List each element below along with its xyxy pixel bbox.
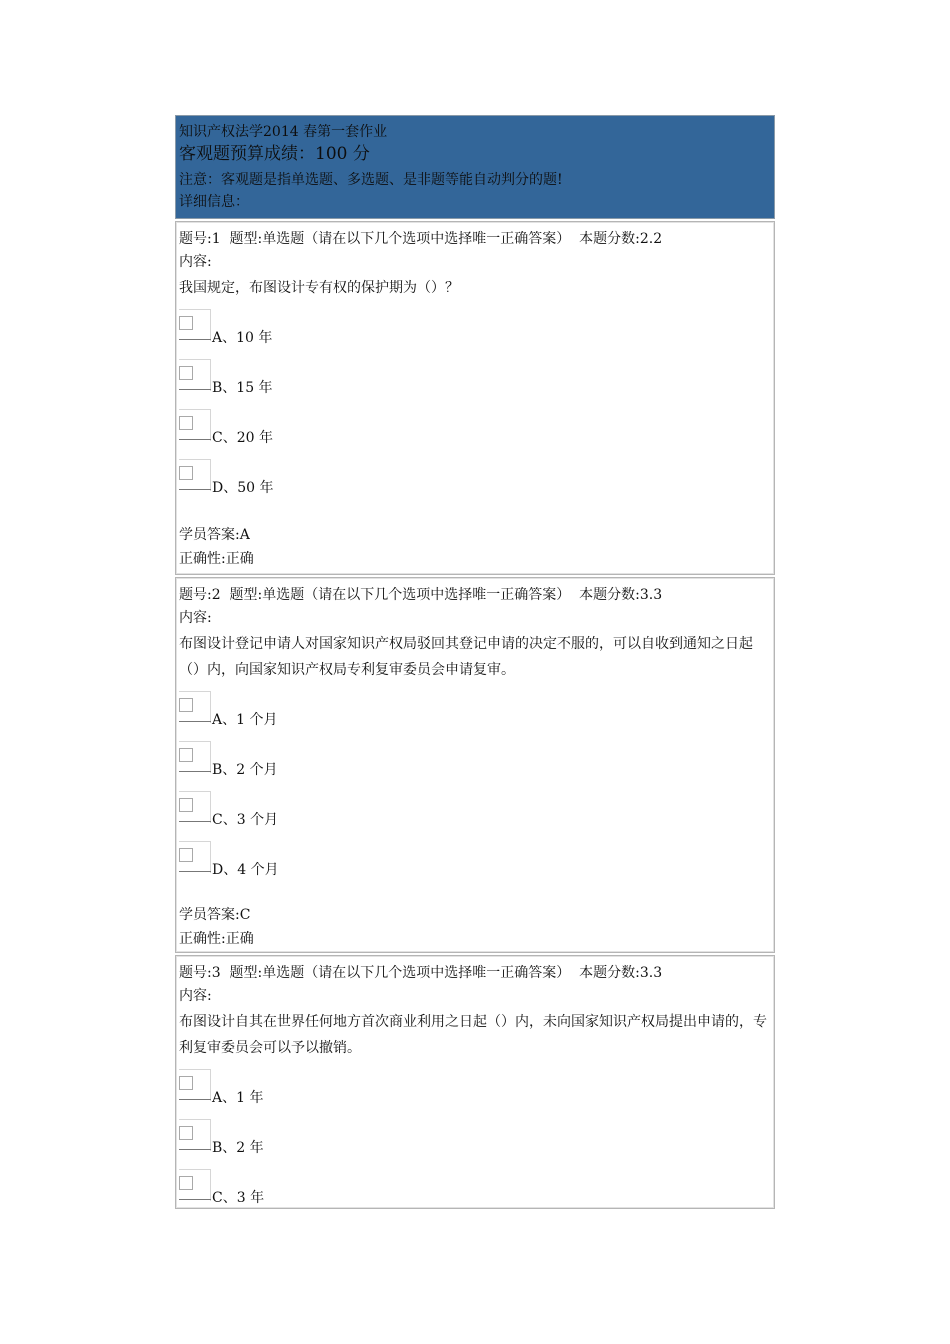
student-answer: 学员答案:A — [179, 527, 250, 543]
option-label: C、3 个月 — [212, 812, 279, 828]
option-d — [179, 459, 771, 509]
option-a — [179, 691, 771, 741]
option-checkbox[interactable] — [179, 1119, 211, 1151]
question-meta: 题号:1 题型:单选题（请在以下几个选项中选择唯一正确答案） 本题分数:2.2 — [179, 231, 663, 247]
question-text: 布图设计登记申请人对国家知识产权局驳回其登记申请的决定不服的，可以自收到通知之日起（）内，向国家知识产权局专利复审委员会申请复审。 — [179, 636, 753, 678]
option-d — [179, 841, 771, 891]
option-checkbox[interactable] — [179, 359, 211, 391]
option-label: C、3 年 — [212, 1190, 265, 1206]
question-meta: 题号:3 题型:单选题（请在以下几个选项中选择唯一正确答案） 本题分数:3.3 — [179, 965, 663, 981]
question-text: 我国规定，布图设计专有权的保护期为（）？ — [179, 280, 459, 296]
result-header — [175, 115, 775, 219]
option-a — [179, 1069, 771, 1119]
option-label: C、20 年 — [212, 430, 273, 446]
option-checkbox[interactable] — [179, 459, 211, 491]
option-a — [179, 309, 771, 359]
question-block-3 — [175, 955, 775, 1209]
option-checkbox[interactable] — [179, 841, 211, 873]
option-c — [179, 409, 771, 459]
option-label: B、15 年 — [212, 380, 273, 396]
question-text: 布图设计自其在世界任何地方首次商业利用之日起（）内，未向国家知识产权局提出申请的，专利复审委员会可以予以撤销。 — [179, 1014, 767, 1056]
option-label: D、50 年 — [212, 480, 274, 496]
option-checkbox[interactable] — [179, 1069, 211, 1101]
option-checkbox[interactable] — [179, 741, 211, 773]
option-checkbox[interactable] — [179, 691, 211, 723]
objective-score: 客观题预算成绩：100 分 — [179, 144, 370, 164]
option-label: B、2 个月 — [212, 762, 278, 778]
option-label: A、10 年 — [212, 330, 273, 346]
homework-sheet — [175, 115, 775, 1209]
option-label: D、4 个月 — [212, 862, 279, 878]
correctness: 正确性:正确 — [179, 931, 254, 947]
objective-note: 注意：客观题是指单选题、多选题、是非题等能自动判分的题! — [179, 172, 563, 188]
homework-title: 知识产权法学2014 春第一套作业 — [179, 124, 388, 140]
question-block-1 — [175, 221, 775, 575]
option-checkbox[interactable] — [179, 791, 211, 823]
option-c — [179, 791, 771, 841]
student-answer: 学员答案:C — [179, 907, 251, 923]
correctness: 正确性:正确 — [179, 551, 254, 567]
question-block-2 — [175, 577, 775, 953]
content-label: 内容: — [179, 254, 212, 270]
option-b — [179, 741, 771, 791]
option-list — [179, 691, 771, 891]
question-meta: 题号:2 题型:单选题（请在以下几个选项中选择唯一正确答案） 本题分数:3.3 — [179, 587, 663, 603]
content-label: 内容: — [179, 610, 212, 626]
option-label: B、2 年 — [212, 1140, 264, 1156]
option-label: A、1 个月 — [212, 712, 278, 728]
option-checkbox[interactable] — [179, 309, 211, 341]
detail-label: 详细信息： — [179, 194, 249, 210]
option-b — [179, 1119, 771, 1169]
option-b — [179, 359, 771, 409]
option-list — [179, 1069, 771, 1219]
option-checkbox[interactable] — [179, 1169, 211, 1201]
option-list — [179, 309, 771, 509]
option-c — [179, 1169, 771, 1219]
option-checkbox[interactable] — [179, 409, 211, 441]
content-label: 内容: — [179, 988, 212, 1004]
option-label: A、1 年 — [212, 1090, 264, 1106]
